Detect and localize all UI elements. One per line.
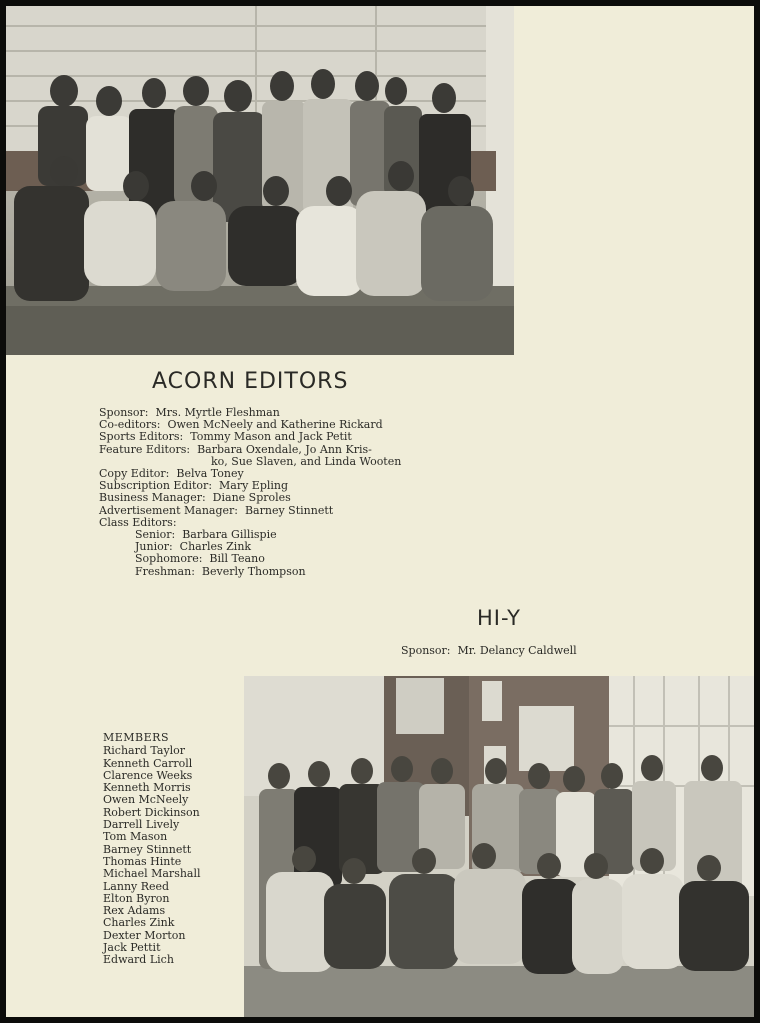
roster-line: Feature Editors: Barbara Oxendale, Jo Ann Kris- xyxy=(99,442,372,456)
members-heading: MEMBERS xyxy=(103,731,169,744)
roster-line: Junior: Charles Zink xyxy=(135,540,252,554)
member-name: Thomas Hinte xyxy=(103,854,182,868)
member-name: Tom Mason xyxy=(103,830,168,844)
acorn-editors-group-photo xyxy=(6,6,514,355)
member-name: Dexter Morton xyxy=(103,928,186,942)
member-name: Edward Lich xyxy=(103,953,174,967)
hi-y-sponsor: Sponsor: Mr. Delancy Caldwell xyxy=(401,644,577,657)
hi-y-photo-image xyxy=(244,676,754,1017)
roster-line: Sponsor: Mrs. Myrtle Fleshman xyxy=(99,406,280,419)
member-name: Michael Marshall xyxy=(103,867,201,881)
roster-line: ko, Sue Slaven, and Linda Wooten xyxy=(211,454,402,468)
member-name: Charles Zink xyxy=(103,916,175,930)
member-name: Clarence Weeks xyxy=(103,768,193,782)
roster-line: Business Manager: Diane Sproles xyxy=(99,491,291,505)
acorn-photo-image xyxy=(6,6,514,355)
member-name: Barney Stinnett xyxy=(103,842,192,856)
hi-y-title: HI-Y xyxy=(477,606,521,630)
member-name: Lanny Reed xyxy=(103,879,170,893)
roster-line: Freshman: Beverly Thompson xyxy=(135,564,306,578)
member-name: Kenneth Carroll xyxy=(103,756,193,770)
roster-line: Subscription Editor: Mary Epling xyxy=(99,479,289,493)
roster-line: Class Editors: xyxy=(99,515,177,529)
roster-line: Co-editors: Owen McNeely and Katherine Rickard xyxy=(99,418,383,432)
member-name: Rex Adams xyxy=(103,904,166,918)
member-name: Kenneth Morris xyxy=(103,781,191,795)
roster-line: Sophomore: Bill Teano xyxy=(135,552,265,566)
member-name: Jack Pettit xyxy=(103,941,161,955)
yearbook-page xyxy=(6,6,754,1017)
acorn-editors-roster xyxy=(99,407,401,578)
acorn-editors-title: ACORN EDITORS xyxy=(152,369,349,394)
hi-y-group-photo xyxy=(244,676,754,1017)
member-name: Richard Taylor xyxy=(103,744,186,758)
roster-line: Copy Editor: Belva Toney xyxy=(99,467,244,481)
hi-y-members-list xyxy=(103,732,201,967)
member-name: Owen McNeely xyxy=(103,793,189,807)
roster-line: Sports Editors: Tommy Mason and Jack Petit xyxy=(99,430,352,444)
roster-line: Senior: Barbara Gillispie xyxy=(135,528,277,542)
member-name: Darrell Lively xyxy=(103,818,180,832)
member-name: Robert Dickinson xyxy=(103,805,200,819)
member-name: Elton Byron xyxy=(103,891,170,905)
roster-line: Advertisement Manager: Barney Stinnett xyxy=(99,503,334,517)
